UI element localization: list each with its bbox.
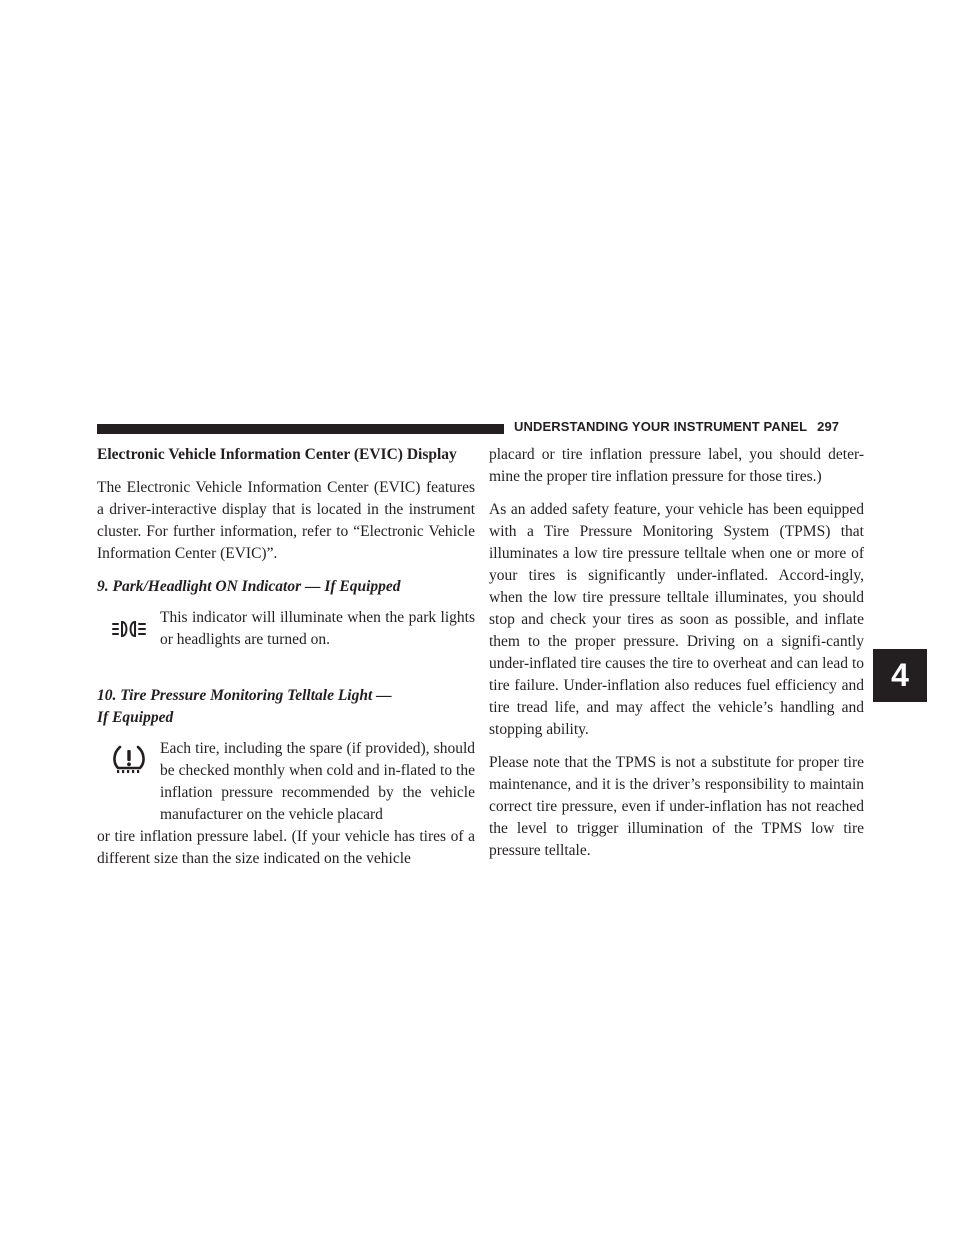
tpms-row [97,738,475,826]
park-indicator-paragraph: This indicator will illuminate when the park lights or headlights are turned on. [160,609,475,648]
page-number: 297 [817,419,840,434]
evic-paragraph: The Electronic Vehicle Information Center (EVIC) features a driver-interactive display that is located in the instrument cluster. For further information, refer to “Electronic Vehicle Information Center (EVIC)”. [97,479,475,562]
header-rule [97,424,504,434]
chapter-tab: 4 [873,649,927,702]
right-column [489,444,864,862]
tpms-continued-paragraph: placard or tire inflation pressure label, you should deter-mine the proper tire inflation pressure for those tires.) [489,446,864,485]
tpms-heading-line1: 10. Tire Pressure Monitoring Telltale Light — [97,687,392,704]
park-headlight-icon [112,619,146,639]
tpms-note-paragraph: Please note that the TPMS is not a substitute for proper tire maintenance, and it is the driver’s responsibility to maintain correct tire pressure, even if under-inflation has not reached the level to trigger illumination of the TPMS low tire pressure telltale. [489,754,864,859]
running-header [514,419,839,434]
park-indicator-heading: 9. Park/Headlight ON Indicator — If Equipped [97,578,401,595]
evic-heading: Electronic Vehicle Information Center (EVIC) Display [97,446,457,463]
tpms-safety-paragraph: As an added safety feature, your vehicle has been equipped with a Tire Pressure Monitoring System (TPMS) that illuminates a low tire pressure telltale when one or more of your tires is significantly under-inflated. Accord-ingly, when the low tire pressure telltale illuminates, you should stop and check your tires as soon as possible, and inflate them to the proper pressure. Driving on a signifi-cantly under-inflated tire causes the tire to overheat and can lead to tire failure. Under-inflation also reduces fuel efficiency and tire tread life, and may affect the vehicle’s handling and stopping ability. [489,501,864,738]
section-title: UNDERSTANDING YOUR INSTRUMENT PANEL [514,419,808,434]
tire-pressure-warning-icon [112,744,146,774]
park-indicator-row [97,607,475,651]
tpms-heading-line2: If Equipped [97,709,174,726]
tpms-paragraph-indented: Each tire, including the spare (if provided), should be checked monthly when cold and in-flated to the inflation pressure recommended by the vehicle manufacturer on the vehicle placard [160,740,475,823]
left-column [97,444,475,870]
tpms-paragraph-full: or tire inflation pressure label. (If your vehicle has tires of a different size than the size indicated on the vehicle [97,828,475,867]
